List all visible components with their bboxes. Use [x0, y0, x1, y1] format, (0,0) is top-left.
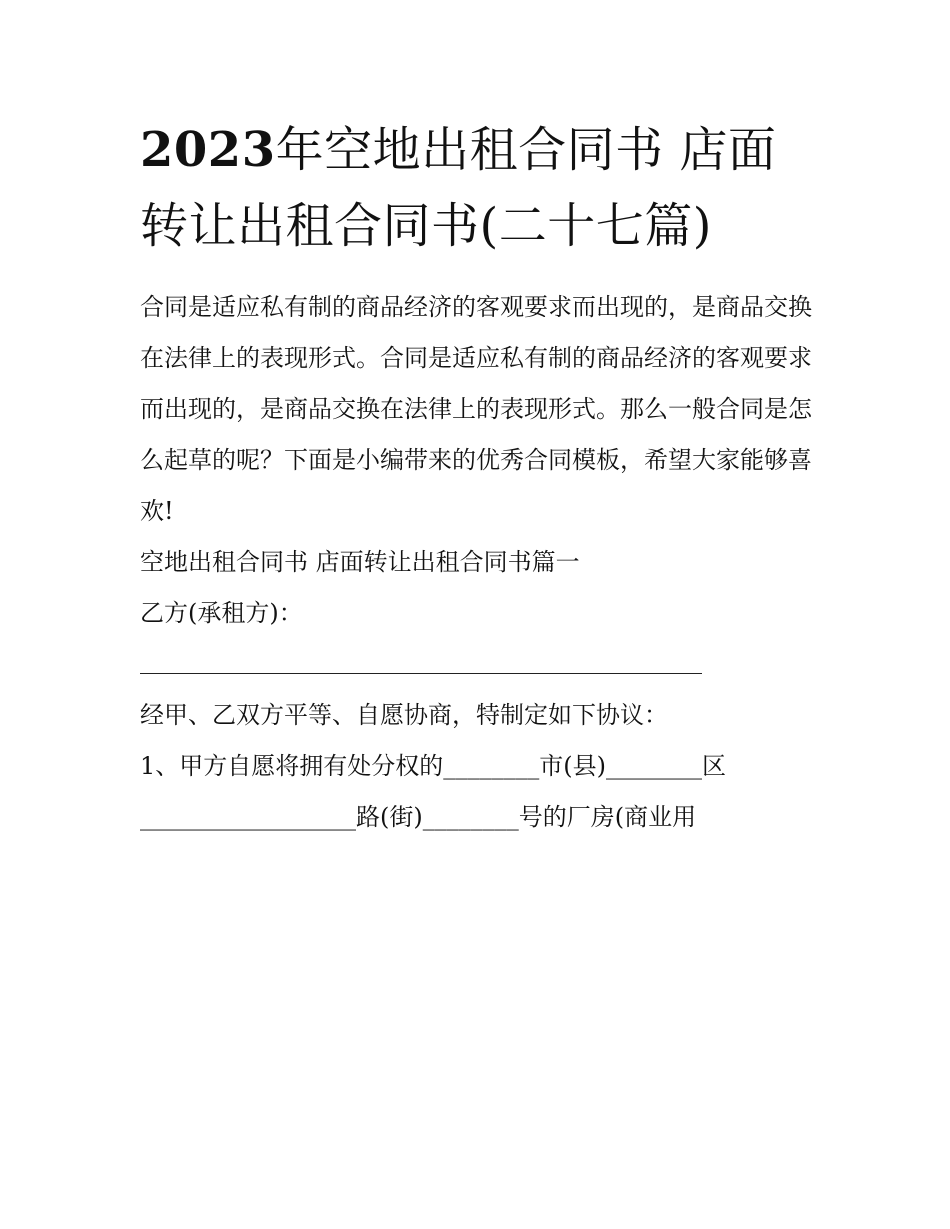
title-line-1-text: 年空地出租合同书 店面: [275, 122, 777, 178]
fill-in-underline: [140, 639, 702, 674]
party-b-blank: [140, 639, 812, 690]
intro-paragraph: 合同是适应私有制的商品经济的客观要求而出现的，是商品交换在法律上的表现形式。合同是适应私有制的商品经济的客观要求而出现的，是商品交换在法律上的表现形式。那么一般合同是怎么起草的呢？下面是小编带来的优秀合同模板，希望大家能够喜欢!: [140, 293, 812, 525]
title-line-1: [140, 112, 812, 188]
title-year: 2023: [140, 122, 276, 178]
document-body: [140, 112, 812, 843]
clause-1-line-2: __________________路(街)________号的厂房(商业用: [140, 803, 697, 831]
document-title: [140, 112, 812, 264]
clause-1-line-1: 1、甲方自愿将拥有处分权的________市(县)________区: [140, 752, 726, 780]
agreement-statement: 经甲、乙双方平等、自愿协商，特制定如下协议：: [140, 701, 668, 729]
title-line-2: 转让出租合同书(二十七篇): [140, 198, 712, 254]
section-heading: 空地出租合同书 店面转让出租合同书篇一: [140, 548, 580, 576]
party-b-label: 乙方(承租方)：: [140, 599, 303, 627]
